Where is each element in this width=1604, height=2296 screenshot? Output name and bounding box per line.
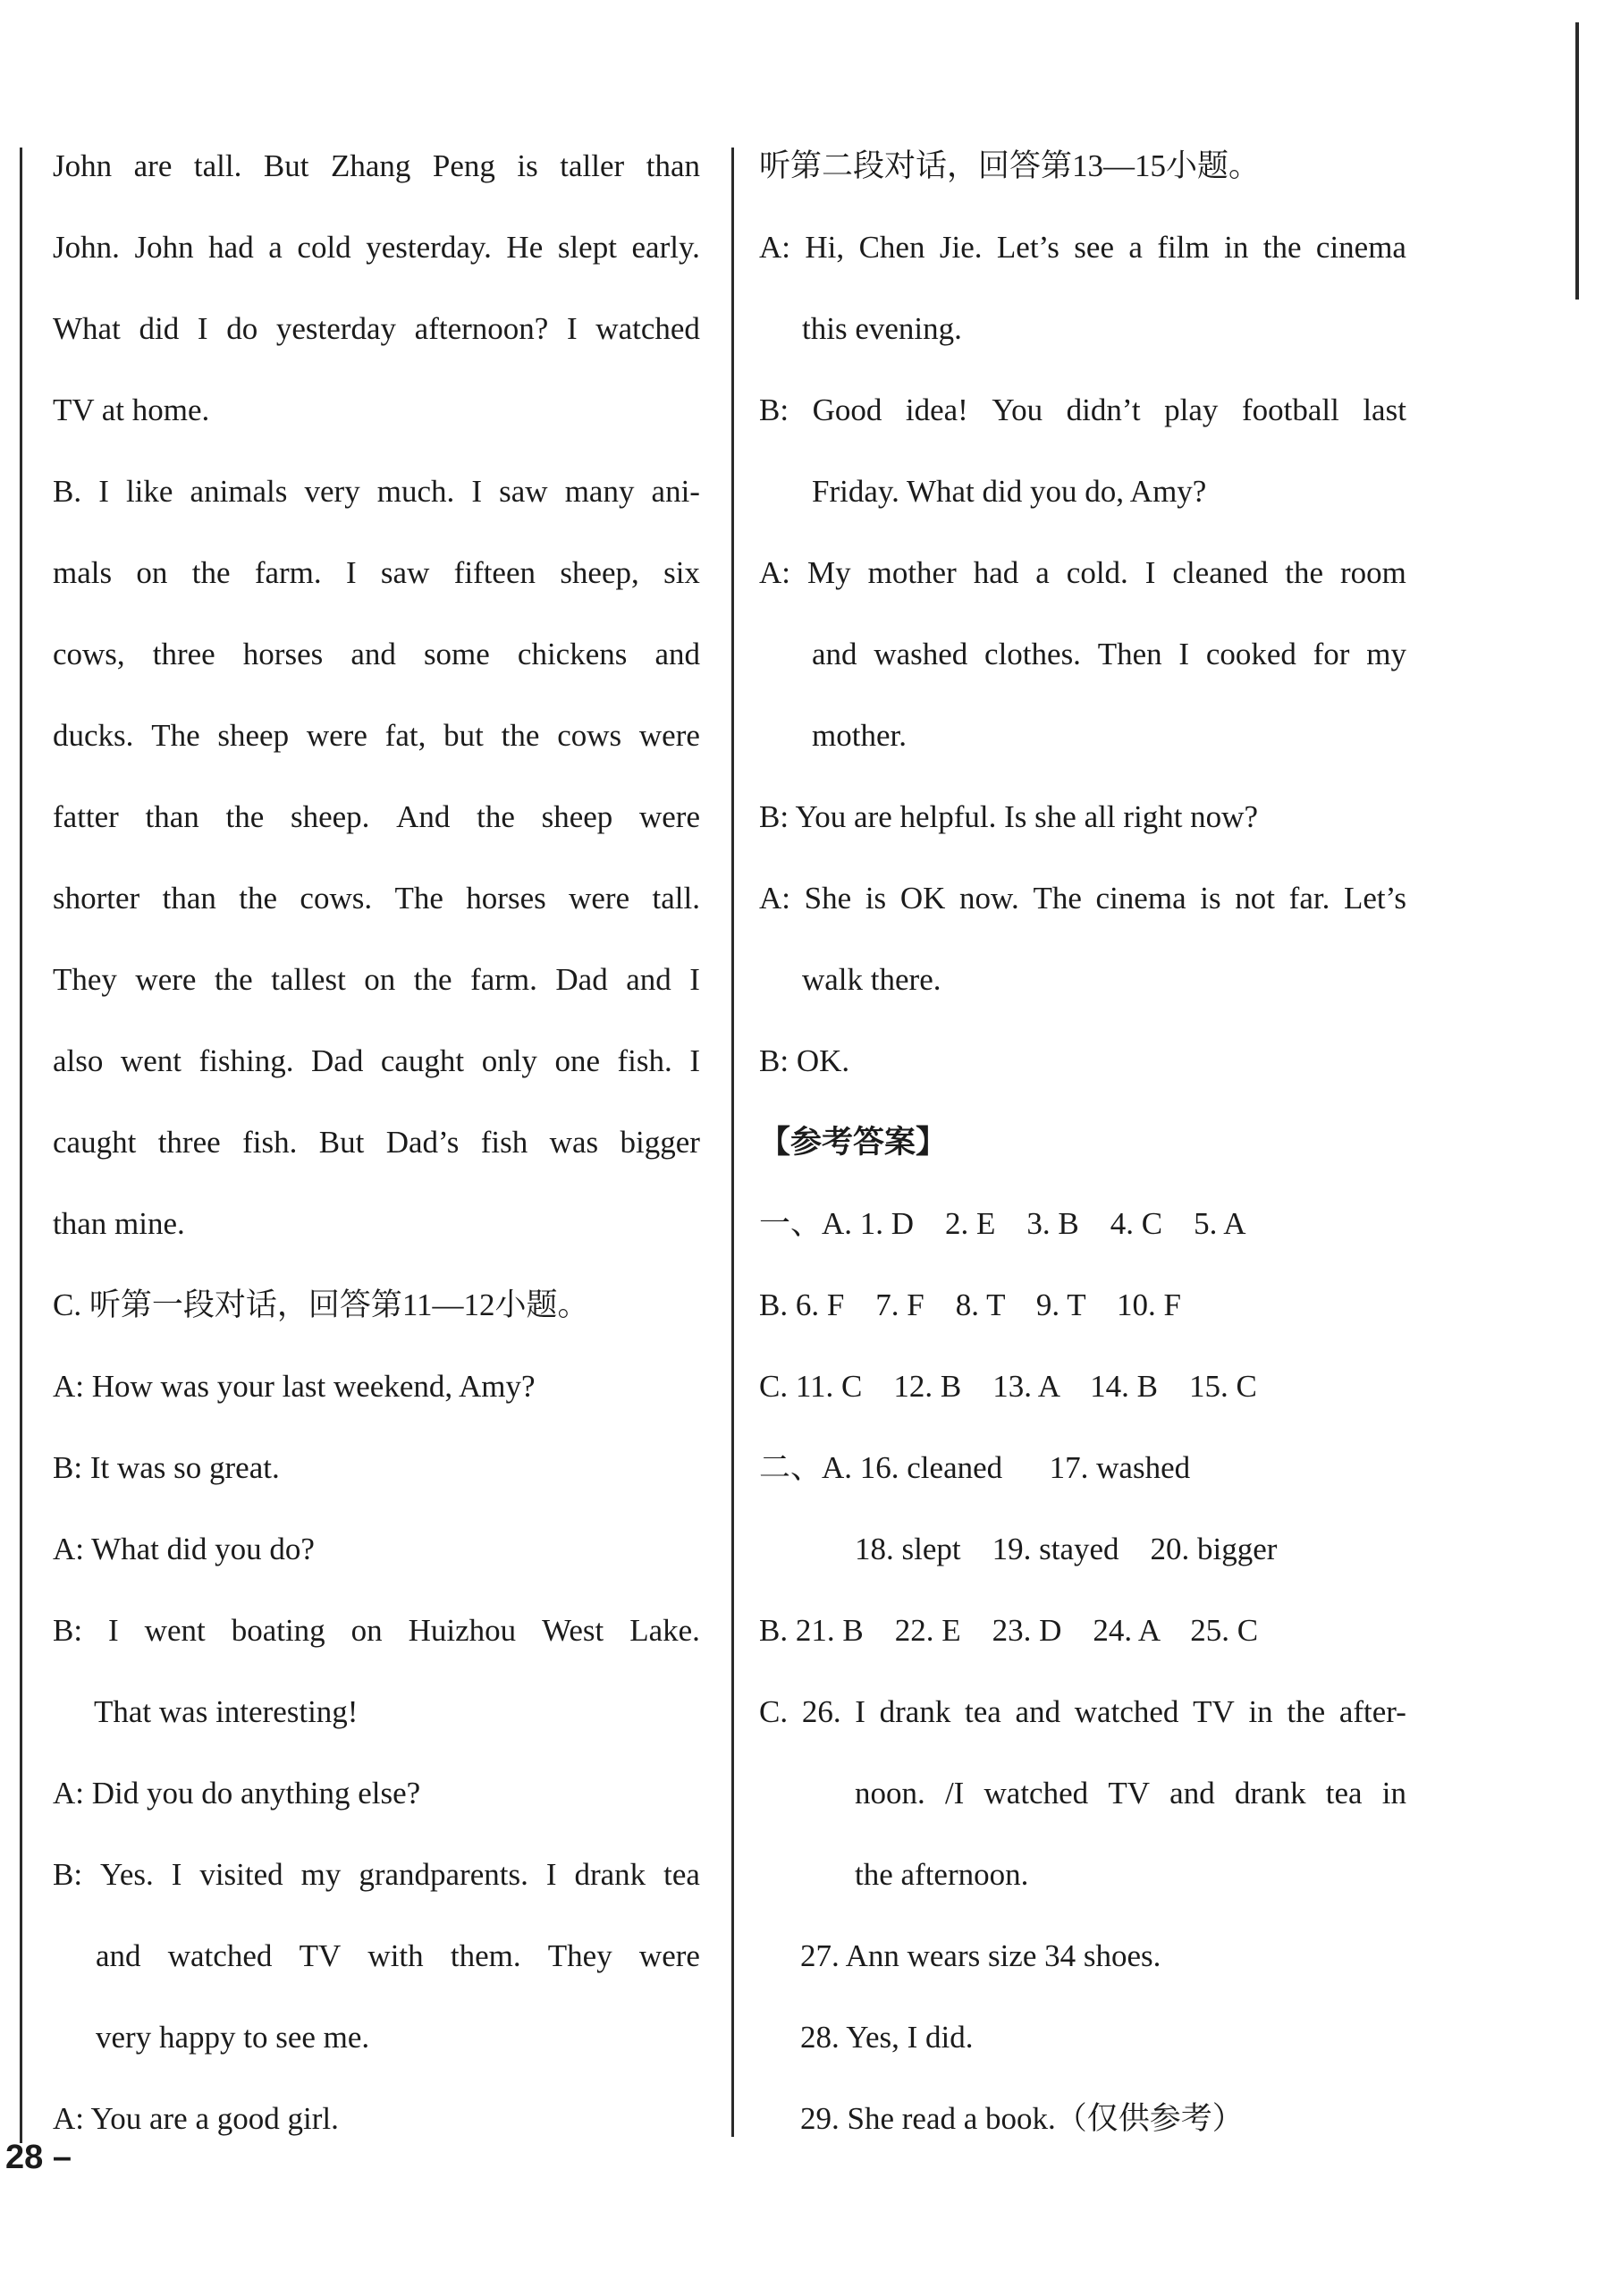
text-line	[53, 1183, 700, 1264]
word: is	[865, 881, 887, 916]
text-line	[53, 451, 700, 532]
word: see	[1074, 230, 1114, 265]
word: ani-	[651, 474, 700, 509]
text-line	[759, 1671, 1406, 1752]
word: tall.	[652, 881, 700, 916]
word: Let’s	[996, 230, 1059, 265]
text-line	[759, 1020, 1406, 1102]
word: ducks.	[53, 718, 134, 753]
word: Then	[1097, 637, 1162, 671]
text-line	[759, 369, 1406, 451]
word: What	[53, 311, 121, 346]
text-line	[759, 1102, 1406, 1183]
text-line	[759, 857, 1406, 939]
word: but	[443, 718, 484, 753]
line-text: A: You are a good girl.	[53, 2101, 339, 2136]
word: horses	[466, 881, 546, 916]
word: a	[1128, 230, 1143, 265]
text-line	[759, 125, 1406, 207]
word: They	[53, 962, 117, 997]
text-line	[759, 695, 1406, 776]
text-line	[53, 207, 700, 288]
line-text: the afternoon.	[855, 1857, 1029, 1892]
text-line	[759, 1427, 1406, 1508]
word: Dad’s	[385, 1125, 460, 1160]
word: one	[554, 1043, 600, 1078]
text-line	[53, 2078, 700, 2159]
word: Peng	[432, 148, 495, 183]
word: a	[268, 230, 283, 265]
word: cold.	[1066, 555, 1128, 590]
word: Good	[812, 393, 882, 427]
word: went	[144, 1613, 206, 1648]
text-line	[53, 1427, 700, 1508]
word: room	[1340, 555, 1406, 590]
text-line	[53, 939, 700, 1020]
word: play	[1164, 393, 1219, 427]
word: Jie.	[939, 230, 983, 265]
word: TV	[1193, 1694, 1235, 1729]
left-margin-rule	[20, 148, 22, 2143]
word: sheep,	[560, 555, 639, 590]
text-line	[759, 1346, 1406, 1427]
word: cleaned	[1172, 555, 1269, 590]
word: three	[157, 1125, 221, 1160]
word: saw	[499, 474, 548, 509]
word: didn’t	[1066, 393, 1141, 427]
word: than	[162, 881, 216, 916]
word: the	[214, 962, 253, 997]
word: The	[1033, 881, 1082, 916]
word: the	[501, 718, 540, 753]
word: B:	[53, 1857, 83, 1892]
text-line	[759, 1752, 1406, 1834]
word: than	[145, 799, 199, 834]
word: had	[208, 230, 254, 265]
line-text: 18. slept 19. stayed 20. bigger	[855, 1532, 1278, 1566]
text-line	[53, 776, 700, 857]
line-text: B: It was so great.	[53, 1450, 280, 1485]
text-line	[759, 939, 1406, 1020]
word: and	[626, 962, 671, 997]
word: and	[96, 1938, 141, 1973]
word: cooked	[1205, 637, 1296, 671]
line-text: B. 6. F 7. F 8. T 9. T 10. F	[759, 1287, 1181, 1322]
word: my	[1366, 637, 1406, 671]
word: The	[151, 718, 200, 753]
text-line	[53, 613, 700, 695]
text-line	[53, 1834, 700, 1915]
word: them.	[450, 1938, 521, 1973]
word: B.	[53, 474, 82, 509]
line-text: B: You are helpful. Is she all right now?	[759, 799, 1258, 834]
word: afternoon?	[414, 311, 549, 346]
text-line	[53, 1020, 700, 1102]
word: far.	[1288, 881, 1330, 916]
word: caught	[380, 1043, 465, 1078]
word: Lake.	[629, 1613, 700, 1648]
word: and	[654, 637, 700, 671]
word: is	[517, 148, 538, 183]
word: I	[171, 1857, 182, 1892]
word: slept	[557, 230, 617, 265]
word: I	[1178, 637, 1190, 671]
word: fishing.	[198, 1043, 294, 1078]
word: like	[125, 474, 173, 509]
word: yesterday	[275, 311, 396, 346]
word: A:	[759, 555, 790, 590]
word: Zhang	[330, 148, 411, 183]
word: the	[1262, 230, 1302, 265]
word: You	[992, 393, 1043, 427]
word: grandparents.	[359, 1857, 528, 1892]
word: Hi,	[805, 230, 845, 265]
word: Yes.	[100, 1857, 154, 1892]
word: in	[1224, 230, 1249, 265]
word: /I	[944, 1776, 965, 1811]
word: mother	[867, 555, 957, 590]
word: went	[120, 1043, 182, 1078]
word: not	[1235, 881, 1276, 916]
word: in	[1381, 1776, 1406, 1811]
word: on	[364, 962, 396, 997]
word: I	[566, 311, 578, 346]
line-text: 二、A. 16. cleaned 17. washed	[759, 1450, 1191, 1485]
word: horses	[242, 637, 324, 671]
word: I	[471, 474, 483, 509]
text-line	[53, 532, 700, 613]
word: on	[136, 555, 168, 590]
word: fatter	[53, 799, 119, 834]
word: and	[812, 637, 857, 671]
word: watched	[595, 311, 700, 346]
text-line	[759, 288, 1406, 369]
word: OK	[899, 881, 946, 916]
line-text: B. 21. B 22. E 23. D 24. A 25. C	[759, 1613, 1259, 1648]
line-text: C. 听第一段对话，回答第11—12小题。	[53, 1287, 589, 1322]
word: were	[569, 881, 630, 916]
text-line	[53, 695, 700, 776]
word: Dad	[311, 1043, 364, 1078]
text-line	[53, 1508, 700, 1590]
word: is	[1200, 881, 1221, 916]
word: are	[133, 148, 173, 183]
word: last	[1363, 393, 1406, 427]
word: C.	[759, 1694, 789, 1729]
word: drank	[1234, 1776, 1306, 1811]
word: fish.	[242, 1125, 298, 1160]
word: I	[197, 311, 208, 346]
word: only	[481, 1043, 537, 1078]
word: The	[394, 881, 443, 916]
text-line	[759, 1590, 1406, 1671]
word: had	[973, 555, 1019, 590]
word: caught	[53, 1125, 137, 1160]
word: chickens	[517, 637, 628, 671]
word: and	[350, 637, 396, 671]
text-line	[759, 207, 1406, 288]
word: sheep.	[290, 799, 370, 834]
word: were	[306, 718, 367, 753]
word: watched	[1074, 1694, 1179, 1729]
word: now.	[959, 881, 1019, 916]
word: tallest	[271, 962, 346, 997]
text-line	[53, 857, 700, 939]
line-text: 28. Yes, I did.	[800, 2020, 974, 2055]
word: were	[135, 962, 197, 997]
word: I	[108, 1613, 119, 1648]
word: were	[638, 1938, 700, 1973]
line-text: this evening.	[802, 311, 962, 346]
word: fifteen	[453, 555, 536, 590]
word: tall.	[193, 148, 242, 183]
line-text: 29. She read a book.（仅供参考）	[800, 2101, 1244, 2136]
column-divider-rule	[731, 148, 734, 2137]
word: I	[545, 1857, 557, 1892]
word: Chen	[858, 230, 925, 265]
word: some	[423, 637, 490, 671]
word: sheep	[217, 718, 290, 753]
text-line	[53, 1102, 700, 1183]
word: animals	[190, 474, 288, 509]
word: football	[1241, 393, 1339, 427]
word: cows	[557, 718, 622, 753]
word: did	[139, 311, 180, 346]
word: tea	[965, 1694, 1001, 1729]
word: do	[226, 311, 258, 346]
word: tea	[663, 1857, 700, 1892]
word: tea	[1325, 1776, 1363, 1811]
word: farm.	[254, 555, 322, 590]
word: cows.	[300, 881, 373, 916]
word: B:	[759, 393, 789, 427]
word: the	[225, 799, 265, 834]
word: John.	[53, 230, 120, 265]
word: a	[1035, 555, 1050, 590]
word: visited	[199, 1857, 283, 1892]
word: fish	[480, 1125, 528, 1160]
word: B:	[53, 1613, 83, 1648]
text-line	[759, 1915, 1406, 1996]
word: taller	[560, 148, 625, 183]
word: But	[318, 1125, 365, 1160]
text-line	[759, 1183, 1406, 1264]
word: She	[804, 881, 852, 916]
word: West	[542, 1613, 604, 1648]
word: and	[1169, 1776, 1215, 1811]
word: I	[689, 962, 700, 997]
word: the	[1285, 555, 1324, 590]
word: bigger	[620, 1125, 700, 1160]
text-line	[53, 1996, 700, 2078]
word: were	[638, 799, 700, 834]
word: TV	[1108, 1776, 1150, 1811]
line-text: Friday. What did you do, Amy?	[812, 474, 1207, 509]
line-text: 27. Ann wears size 34 shoes.	[800, 1938, 1161, 1973]
line-text: very happy to see me.	[96, 2020, 370, 2055]
word: idea!	[905, 393, 968, 427]
line-text: C. 11. C 12. B 13. A 14. B 15. C	[759, 1369, 1257, 1404]
word: sheep	[541, 799, 613, 834]
text-line	[759, 776, 1406, 857]
word: I	[1144, 555, 1156, 590]
word: on	[350, 1613, 383, 1648]
word: yesterday.	[366, 230, 492, 265]
line-text: B: OK.	[759, 1043, 850, 1078]
word: with	[367, 1938, 424, 1973]
word: drank	[879, 1694, 951, 1729]
word: cows,	[53, 637, 125, 671]
line-text: than mine.	[53, 1206, 185, 1241]
text-line	[53, 369, 700, 451]
word: He	[506, 230, 544, 265]
word: the	[191, 555, 231, 590]
word: for	[1313, 637, 1350, 671]
word: My	[806, 555, 851, 590]
word: cinema	[1095, 881, 1186, 916]
word: fish.	[617, 1043, 672, 1078]
word: I	[689, 1043, 700, 1078]
word: much.	[376, 474, 455, 509]
word: fat,	[384, 718, 426, 753]
page-number: 28 –	[5, 2139, 72, 2176]
line-text: A: How was your last weekend, Amy?	[53, 1369, 536, 1404]
word: and	[1015, 1694, 1061, 1729]
word: was	[549, 1125, 599, 1160]
word: cinema	[1315, 230, 1406, 265]
text-line	[53, 1590, 700, 1671]
word: John	[53, 148, 113, 183]
line-text: 一、A. 1. D 2. E 3. B 4. C 5. A	[759, 1206, 1246, 1241]
word: three	[152, 637, 215, 671]
word: very	[304, 474, 360, 509]
line-text: walk there.	[802, 962, 941, 997]
word: early.	[631, 230, 700, 265]
word: Let’s	[1344, 881, 1406, 916]
line-text: That was interesting!	[94, 1694, 359, 1729]
text-line	[53, 1264, 700, 1346]
text-line	[759, 1996, 1406, 2078]
word: I	[98, 474, 109, 509]
line-text: A: Did you do anything else?	[53, 1776, 421, 1811]
word: were	[638, 718, 700, 753]
text-line	[759, 451, 1406, 532]
word: drank	[574, 1857, 646, 1892]
word: boating	[231, 1613, 325, 1648]
word: saw	[380, 555, 430, 590]
word: in	[1248, 1694, 1273, 1729]
word: 26.	[801, 1694, 841, 1729]
word: But	[263, 148, 309, 183]
word: cold	[297, 230, 351, 265]
word: watched	[167, 1938, 273, 1973]
text-line	[759, 1508, 1406, 1590]
word: clothes.	[984, 637, 1081, 671]
line-text: A: What did you do?	[53, 1532, 315, 1566]
word: shorter	[53, 881, 140, 916]
word: They	[547, 1938, 612, 1973]
word: after-	[1338, 1694, 1406, 1729]
text-line	[53, 1346, 700, 1427]
word: the	[477, 799, 515, 834]
word: mals	[53, 555, 113, 590]
text-line	[53, 288, 700, 369]
line-text: 听第二段对话，回答第13—15小题。	[759, 148, 1261, 183]
text-line	[759, 1834, 1406, 1915]
text-line	[53, 125, 700, 207]
right-edge-rule	[1575, 22, 1579, 300]
word: washed	[874, 637, 968, 671]
word: noon.	[855, 1776, 925, 1811]
word: TV	[299, 1938, 342, 1973]
left-column	[53, 125, 700, 2159]
line-text: 【参考答案】	[759, 1125, 948, 1160]
word: film	[1157, 230, 1210, 265]
word: six	[663, 555, 700, 590]
line-text: TV at home.	[53, 393, 210, 427]
word: A:	[759, 881, 790, 916]
text-line	[759, 532, 1406, 613]
word: the	[1287, 1694, 1326, 1729]
word: than	[646, 148, 700, 183]
word: I	[345, 555, 357, 590]
text-line	[53, 1915, 700, 1996]
word: Dad	[555, 962, 608, 997]
word: I	[855, 1694, 865, 1729]
word: watched	[984, 1776, 1089, 1811]
word: my	[300, 1857, 342, 1892]
right-column	[759, 125, 1406, 2159]
word: Huizhou	[408, 1613, 517, 1648]
text-line	[53, 1671, 700, 1752]
text-line	[759, 1264, 1406, 1346]
word: also	[53, 1043, 104, 1078]
text-line	[759, 613, 1406, 695]
word: And	[396, 799, 451, 834]
text-line	[759, 2078, 1406, 2159]
line-text: mother.	[812, 718, 907, 753]
word: the	[239, 881, 278, 916]
word: the	[413, 962, 452, 997]
text-line	[53, 1752, 700, 1834]
word: many	[564, 474, 635, 509]
word: farm.	[470, 962, 537, 997]
word: John	[134, 230, 194, 265]
word: A:	[759, 230, 790, 265]
